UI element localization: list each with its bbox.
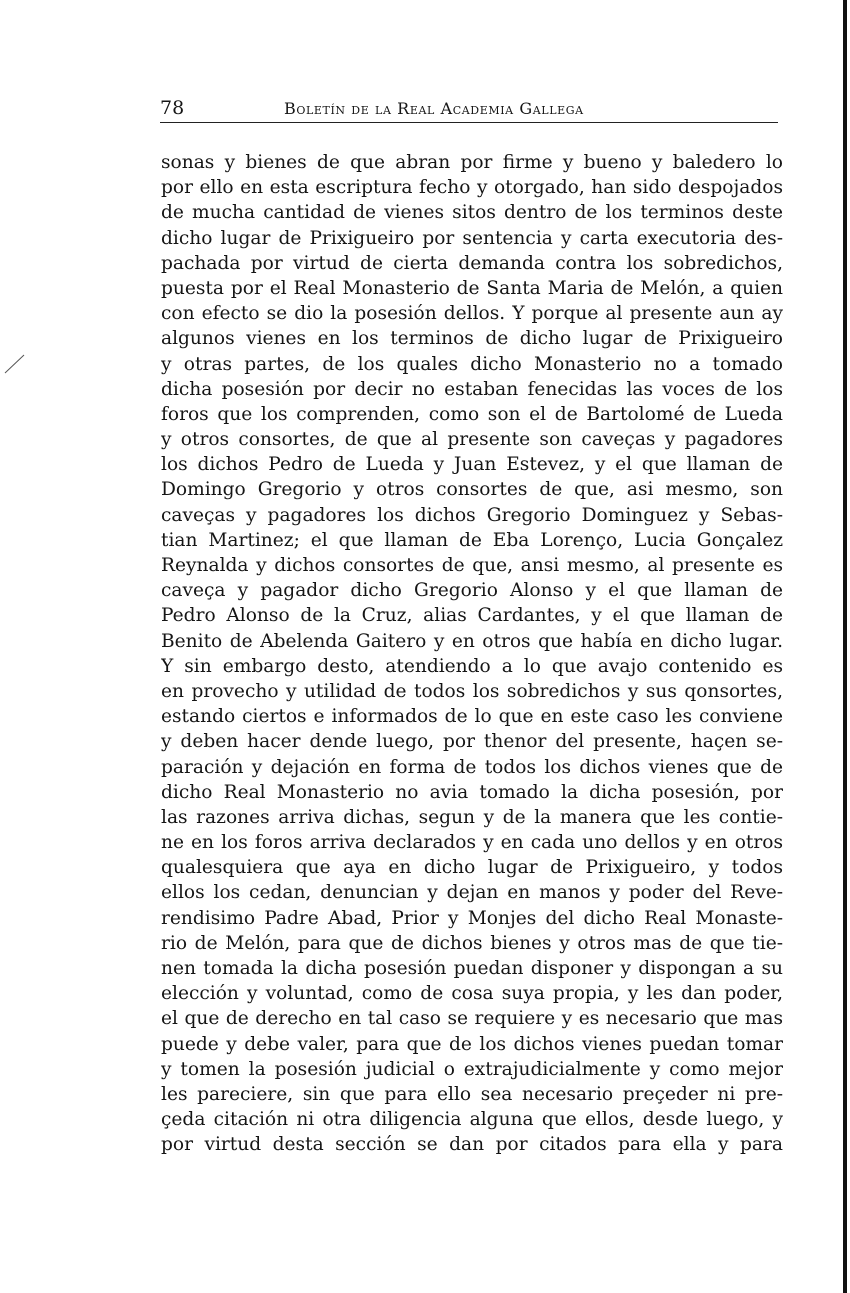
text-line: y otros consortes, de que al presente son caveças y pagadores (161, 429, 783, 451)
text-line: sonas y bienes de que abran por firme y bueno y baledero lo (161, 152, 783, 173)
text-line: elección y voluntad, como de cosa suya propia, y les dan poder, (161, 983, 783, 1005)
text-line: los dichos Pedro de Lueda y Juan Estevez, y el que llaman de (161, 454, 783, 476)
text-line: por ello en esta escriptura fecho y otorgado, han sido despojados (161, 177, 783, 199)
text-line: las razones arriva dichas, segun y de la manera que les contie- (161, 806, 783, 828)
text-line: y otras partes, de los quales dicho Monasterio no a tomado (161, 353, 783, 375)
text-line: pachada por virtud de cierta demanda contra los sobredichos, (161, 252, 783, 274)
page-header (160, 96, 778, 123)
text-line: y deben hacer dende luego, por thenor del presente, haçen se- (161, 731, 783, 753)
margin-pencil-mark (4, 352, 26, 374)
text-line: dicho Real Monasterio no avia tomado la dicha posesión, por (161, 781, 783, 803)
text-line: nen tomada la dicha posesión puedan disponer y dispongan a su (161, 958, 783, 979)
text-line: Reynalda y dichos consortes de que, ansi mesmo, al presente es (161, 555, 783, 576)
text-line: el que de derecho en tal caso se requiere y es necesario que mas (161, 1008, 783, 1030)
page-edge-rule (843, 0, 847, 1293)
text-line: rio de Melón, para que de dichos bienes y otros mas de que tie- (161, 932, 783, 954)
text-line: en provecho y utilidad de todos los sobredichos y sus qonsortes, (161, 680, 783, 702)
text-line: Domingo Gregorio y otros consortes de que, asi mesmo, son (161, 479, 783, 501)
text-line: ellos los cedan, denuncian y dejan en manos y poder del Reve- (161, 882, 783, 904)
text-line: dicho lugar de Prixigueiro por sentencia y carta executoria des- (161, 227, 783, 249)
text-line: con efecto se dio la posesión dellos. Y porque al presente aun ay (161, 303, 783, 325)
text-line: qualesquiera que aya en dicho lugar de Prixigueiro, y todos (161, 857, 783, 879)
text-line: algunos vienes en los terminos de dicho lugar de Prixigueiro (161, 328, 783, 350)
text-line: çeda citación ni otra diligencia alguna que ellos, desde luego, y (161, 1109, 783, 1131)
text-line: por virtud desta sección se dan por citados para ella y para (161, 1134, 783, 1156)
body-text (161, 150, 783, 1158)
text-line: rendisimo Padre Abad, Prior y Monjes del dicho Real Monaste- (161, 907, 783, 929)
text-line: y tomen la posesión judicial o extrajudicialmente y como mejor (161, 1058, 783, 1080)
text-line: dicha posesión por decir no estaban fenecidas las voces de los (161, 378, 783, 400)
text-line: Pedro Alonso de la Cruz, alias Cardantes, y el que llaman de (161, 605, 783, 627)
text-line: estando ciertos e informados de lo que en este caso les conviene (161, 706, 783, 728)
running-head: Boletín de la Real Academia Gallega (284, 99, 584, 118)
page-number: 78 (160, 97, 185, 119)
text-line: Benito de Abelenda Gaitero y en otros que había en dicho lugar. (161, 630, 783, 652)
text-line: tian Martinez; el que llaman de Eba Lorenço, Lucia Gonçalez (161, 529, 783, 551)
text-line: ne en los foros arriva declarados y en cada uno dellos y en otros (161, 832, 783, 854)
text-line: Y sin embargo desto, atendiendo a lo que avajo contenido es (161, 655, 783, 677)
text-line: puesta por el Real Monasterio de Santa Maria de Melón, a quien (161, 277, 783, 299)
text-line: les pareciere, sin que para ello sea necesario preçeder ni pre- (161, 1083, 783, 1105)
text-line: caveças y pagadores los dichos Gregorio Dominguez y Sebas- (161, 504, 783, 526)
text-line: puede y debe valer, para que de los dichos vienes puedan tomar (161, 1033, 783, 1055)
text-line: foros que los comprenden, como son el de Bartolomé de Lueda (161, 403, 783, 425)
text-line: de mucha cantidad de vienes sitos dentro de los terminos deste (161, 202, 783, 224)
text-line: caveça y pagador dicho Gregorio Alonso y el que llaman de (161, 580, 783, 602)
text-line: paración y dejación en forma de todos los dichos vienes que de (161, 756, 783, 778)
